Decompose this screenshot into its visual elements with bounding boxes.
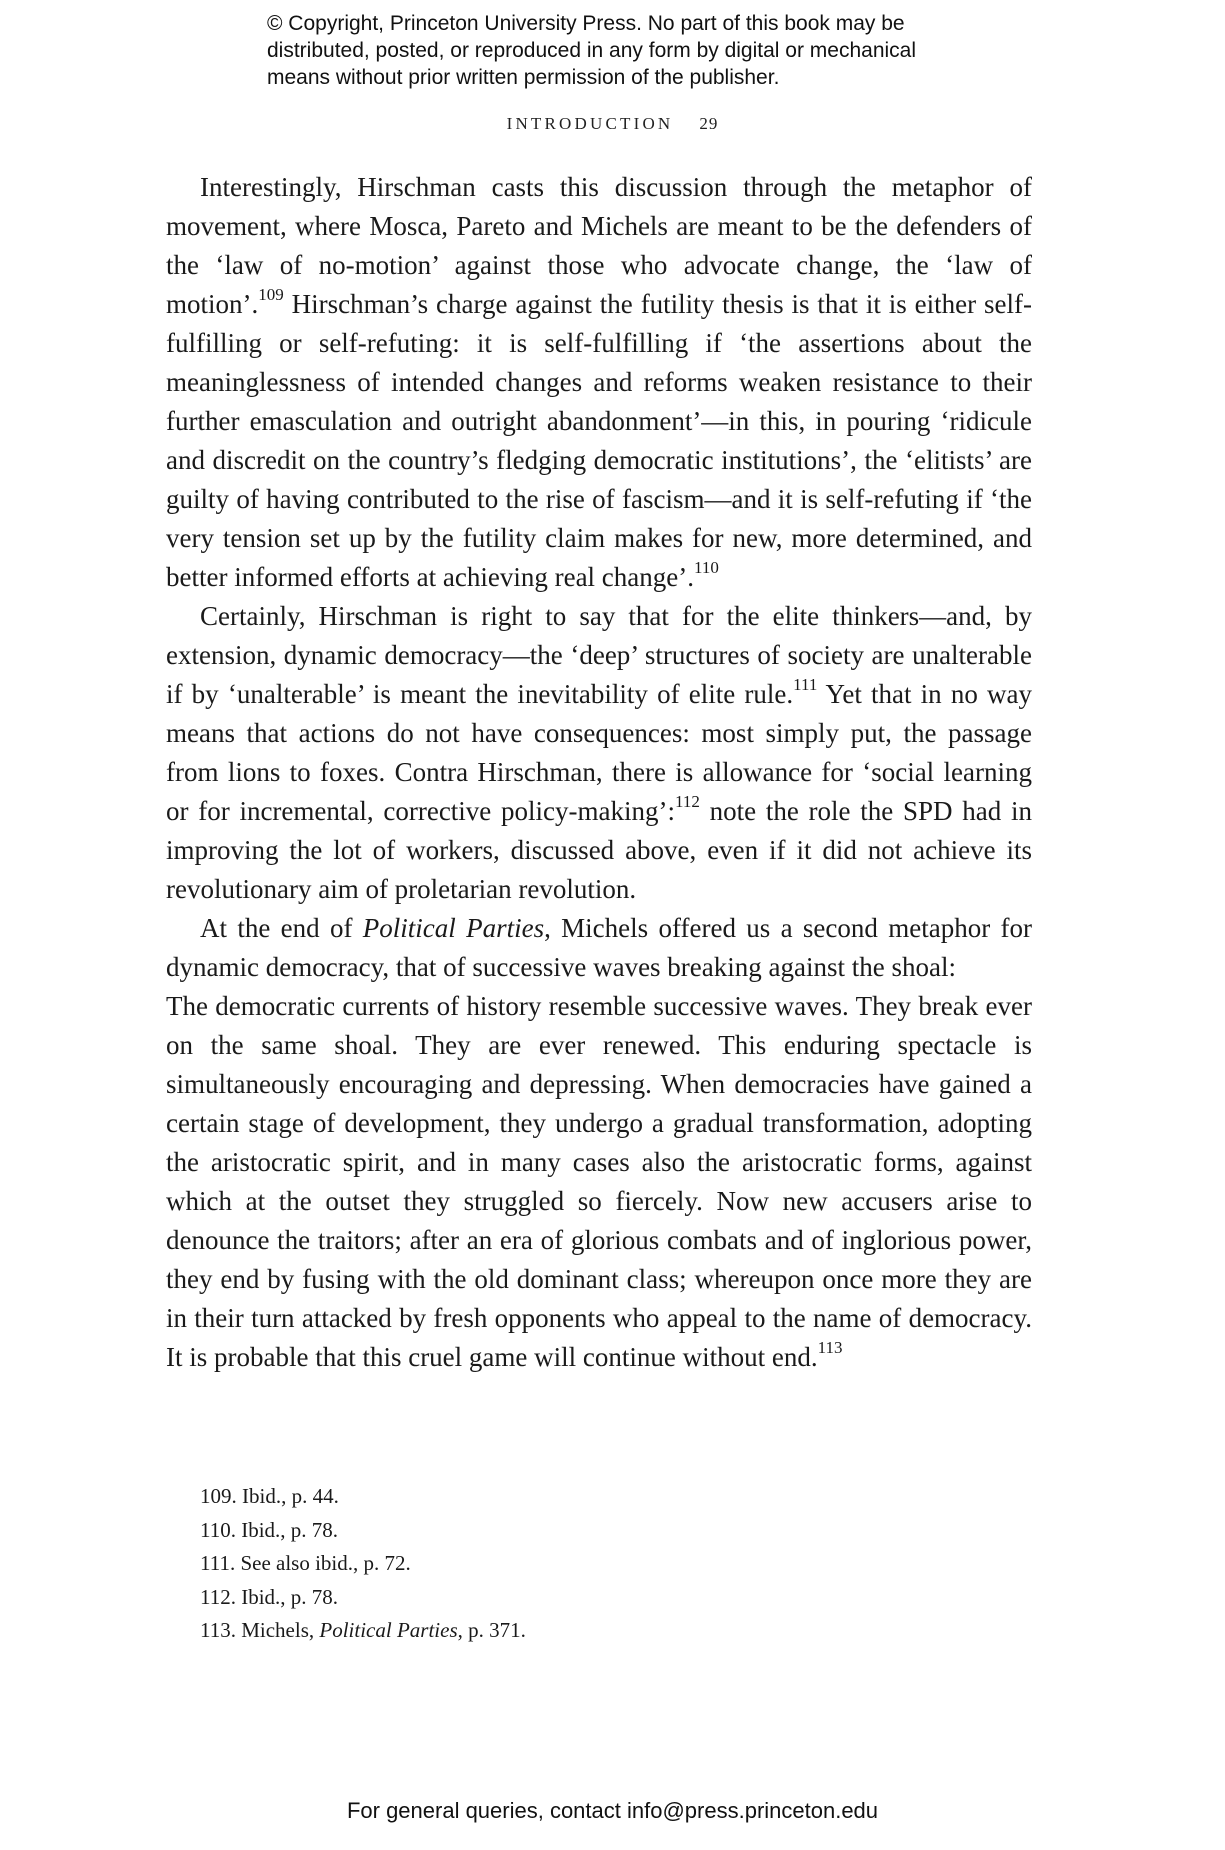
block-quote [166,987,1032,1377]
paragraph-text: Hirschman’s charge against the futility thesis is that it is either self-fulfilling or self-refuting: it is self-fulfilling if ‘the assertions about the meaninglessness of intended changes and reforms weaken resistance to their further emasculation and outright abandonment’—in this, in pouring ‘ridicule and discredit on the country’s fledging democratic institutions’, the ‘elitists’ are guilty of having contributed to the rise of fascism—and it is self-refuting if ‘the very tension set up by the futility claim makes for new, more determined, and better informed efforts at achieving real change’. [166,289,1032,592]
footnote: 109. Ibid., p. 44. [200,1484,339,1508]
page-number: 29 [699,114,719,133]
main-text [166,168,1032,1377]
paragraph-text: Yet that in no way means that actions do not have consequences: most simply put, the passage from lions to foxes. Contra Hirschman, there is allowance for ‘social learning or for incremental, corrective policy-making’: [166,679,1033,826]
paragraph-text: note the role the SPD had in improving the lot of workers, discussed above, even if it did not achieve its revolutionary aim of proletarian revolution. [166,796,1032,904]
running-head-section: INTRODUCTION [506,114,674,133]
paragraph-text: Certainly, Hirschman is right to say that for the elite thinkers—and, by extension, dynamic democracy—the ‘deep’ structures of society are unalterable if by ‘unalterable’ is meant the inevitability of elite rule. [166,601,1032,709]
paragraph-text: At the end of [200,913,363,943]
copyright-notice [267,10,1027,91]
paragraph [166,597,1032,909]
footnotes [200,1480,1000,1648]
book-title: Political Parties [362,913,545,943]
footnote-ref: 109 [258,285,284,304]
quote-text: The democratic currents of history resemble successive waves. They break ever on the same shoal. They are ever renewed. This enduring spectacle is simultaneously encouraging and depressing. When democracies have gained a certain stage of development, they undergo a gradual transformation, adopting the aristocratic spirit, and in many cases also the aristocratic forms, against which at the outset they struggled so fiercely. Now new accusers arise to denounce the traitors; after an era of glorious combats and of inglorious power, they end by fusing with the old dominant class; whereupon once more they are in their turn attacked by fresh opponents who appeal to the name of democracy. It is probable that this cruel game will continue without end. [166,991,1032,1372]
footnote-ref: 111 [793,675,818,694]
running-head [0,114,1225,134]
footnote [200,1614,1000,1648]
footnote-ref: 113 [817,1338,843,1357]
footnote: 112. Ibid., p. 78. [200,1584,339,1609]
copyright-line: means without prior written permission of the publisher. [267,66,780,89]
footer-contact: For general queries, contact info@press.princeton.edu [346,1798,879,1823]
copyright-line: © Copyright, Princeton University Press. No part of this book may be [267,12,905,35]
footnote: 110. Ibid., p. 78. [200,1517,339,1542]
copyright-line: distributed, posted, or reproduced in any form by digital or mechanical [267,39,917,62]
paragraph [166,909,1032,987]
footnote-ref: 112 [675,792,700,811]
book-title: Political Parties [319,1618,458,1642]
paragraph-text: Interestingly, Hirschman casts this discussion through the metaphor of movement, where Mosca, Pareto and Michels are meant to be the defenders of the ‘law of no-motion’ against those who advocate change, the ‘law of motion’. [166,172,1032,319]
paragraph [166,168,1032,597]
footnote-text: , p. 371. [457,1618,526,1642]
footnote-text: 113. Michels, [200,1618,320,1642]
footnote-ref: 110 [694,558,719,577]
paragraph-text: , Michels offered us a second metaphor for dynamic democracy, that of successive waves breaking against the shoal: [166,913,1032,982]
footnote: 111. See also ibid., p. 72. [200,1551,411,1575]
